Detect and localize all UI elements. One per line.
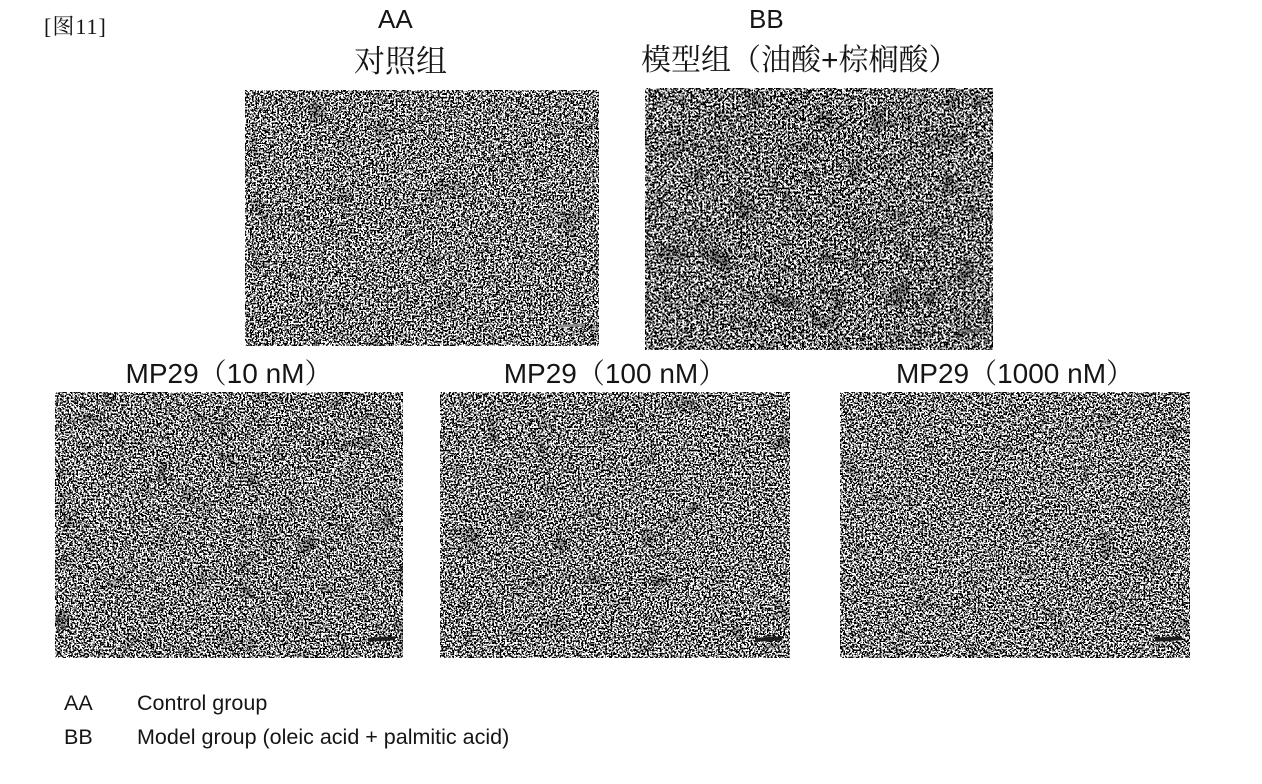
- micrograph-mp29-10nm: [55, 392, 403, 658]
- micrograph-mp29-10nm-image: [55, 392, 403, 658]
- micrograph-mp29-1000nm: [840, 392, 1190, 658]
- legend-key-bb: BB: [64, 725, 93, 749]
- blob-texture: [440, 392, 790, 658]
- micrograph-model-image: [645, 88, 993, 350]
- blob-texture: [645, 88, 993, 350]
- blob-texture: [55, 392, 403, 658]
- figure-legend: [64, 692, 509, 749]
- panel-title-model: 模型组（油酸+棕榈酸）: [641, 44, 959, 77]
- micrograph-mp29-100nm: [440, 392, 790, 658]
- micrograph-control-image: [245, 90, 599, 346]
- panel-marker-aa: AA: [378, 4, 413, 34]
- legend-value-bb: Model group (oleic acid + palmitic acid): [137, 725, 510, 749]
- panel-title-control: 对照组: [354, 44, 447, 79]
- legend-key-aa: AA: [64, 691, 93, 715]
- panel-marker-bb: BB: [749, 4, 784, 34]
- micrograph-mp29-100nm-image: [440, 392, 790, 658]
- micrograph-model: [645, 88, 993, 350]
- micrograph-mp29-1000nm-image: [840, 392, 1190, 658]
- panel-title-mp29-10nm: MP29（10 nM）: [125, 358, 333, 389]
- panel-title-mp29-1000nm: MP29（1000 nM）: [895, 358, 1135, 389]
- blob-texture: [840, 392, 1190, 658]
- micrograph-control: [245, 90, 599, 346]
- legend-value-aa: Control group: [137, 691, 268, 715]
- blob-texture: [245, 90, 599, 346]
- figure-number-label: [图11]: [44, 14, 107, 39]
- panel-title-mp29-100nm: MP29（100 nM）: [503, 358, 727, 389]
